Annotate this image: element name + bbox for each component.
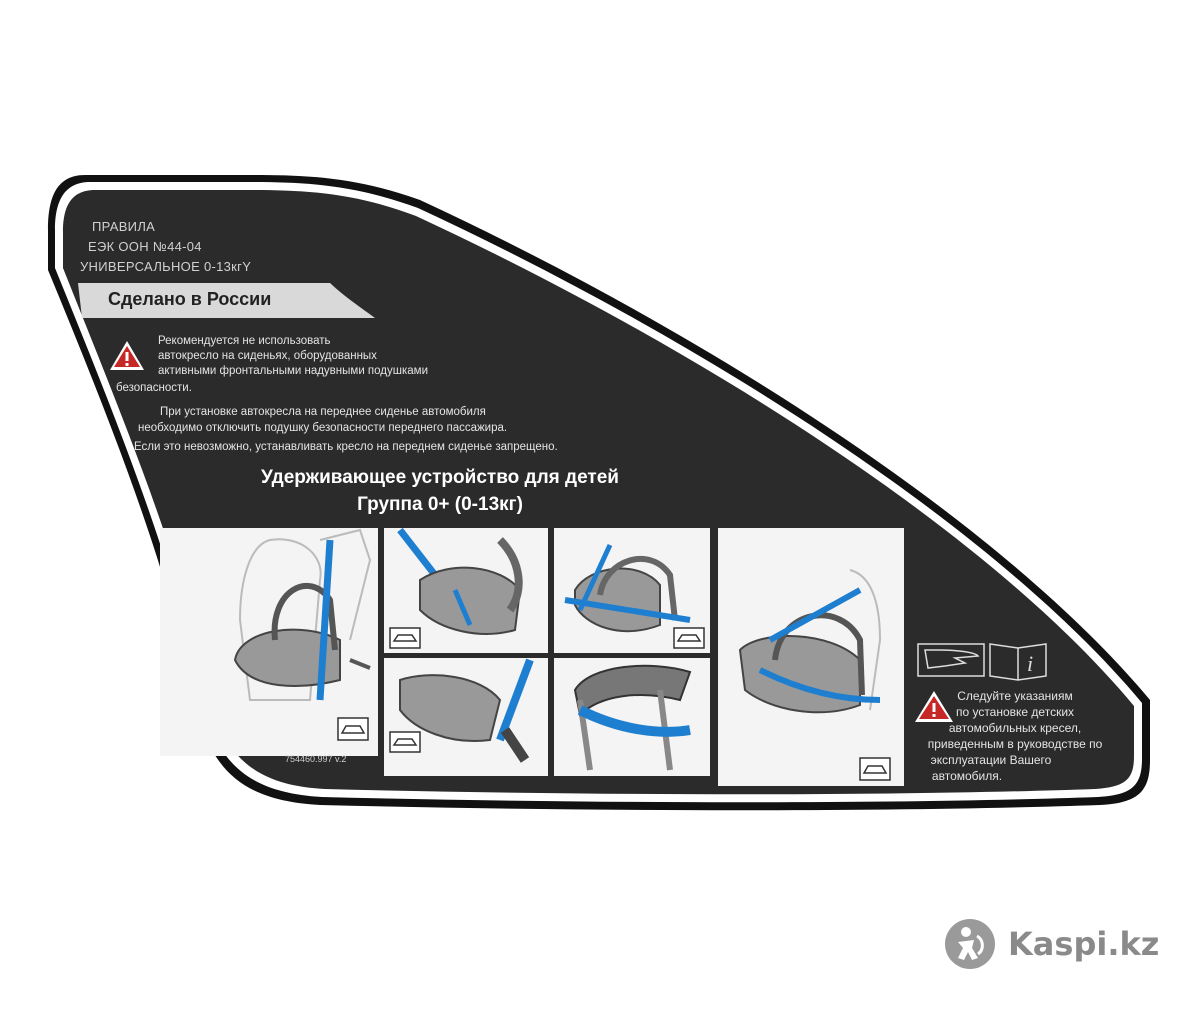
regulation-line-2: ЕЭК ООН №44-04 [88,239,202,254]
kaspi-wordmark: Kaspi.kz [1008,925,1160,963]
follow-instructions-line-6: автомобиля. [931,769,1003,783]
regulation-line-1: ПРАВИЛА [92,219,156,234]
instruction-panel-4 [718,528,904,786]
airbag-warning-line-2: автокресло на сиденьях, оборудованных [158,350,377,362]
instruction-panel-3-top [554,528,710,653]
kaspi-watermark [944,918,1159,970]
instruction-panel-1 [160,528,378,756]
svg-text:i: i [1027,651,1034,676]
instruction-panel-2-top [384,528,548,653]
front-seat-note-line-3: Если это невозможно, устанавливать кресло на переднем сиденье запрещено. [134,441,558,453]
instruction-panel-2-bottom [384,658,548,776]
instruction-panel-3-bottom [554,658,710,776]
page-title: Удерживающее устройство для детей [261,467,619,488]
front-seat-note-line-2: необходимо отключить подушку безопасности переднего пассажира. [138,422,508,434]
kaspi-logo-icon [944,918,996,970]
follow-instructions-line-1: Следуйте указаниям [957,689,1073,703]
follow-instructions-line-3: автомобильных кресел, [948,721,1082,735]
airbag-warning-line-4: безопасности. [116,382,192,394]
follow-instructions-line-2: по установке детских [955,705,1075,719]
pointing-hand-icon [918,644,984,676]
front-seat-note-line-1: При установке автокресла на переднее сиденье автомобиля [160,406,486,418]
airbag-warning-line-1: Рекомендуется не использовать [158,335,331,347]
part-code: 754460.997 v.2 [285,754,347,764]
made-in-label: Сделано в России [108,289,272,309]
follow-instructions-line-4: приведенным в руководстве по [927,737,1103,751]
regulation-line-3: УНИВЕРСАЛЬНОЕ 0-13кгY [80,259,252,274]
page-subtitle: Группа 0+ (0-13кг) [357,494,523,515]
airbag-warning-line-3: активными фронтальными надувными подушками [158,365,429,377]
follow-instructions-line-5: эксплуатации Вашего [930,753,1052,767]
manual-book-icon [990,644,1046,680]
